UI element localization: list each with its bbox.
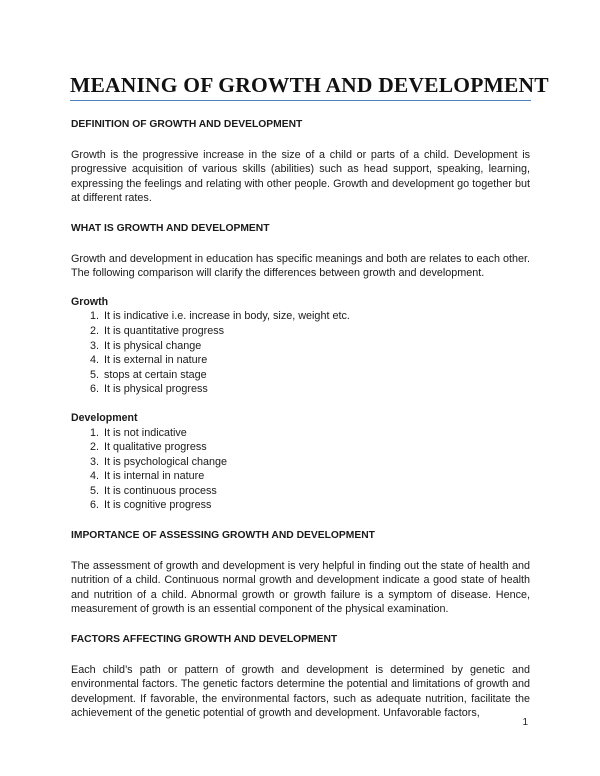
list-number: 5. (90, 484, 100, 497)
list-item (71, 309, 530, 324)
growth-label: Growth (71, 295, 109, 308)
list-item (71, 368, 530, 383)
list-number: 2. (90, 441, 100, 454)
list-item (71, 339, 530, 354)
list-number: 4. (90, 470, 100, 483)
list-text: It is quantitative progress (104, 324, 225, 337)
list-text: It is cognitive progress (104, 499, 212, 512)
list-number: 6. (90, 499, 100, 512)
list-text: It is indicative i.e. increase in body, size, weight etc. (104, 310, 350, 323)
list-text: It is internal in nature (104, 470, 205, 483)
list-item (71, 426, 530, 441)
list-text: It is not indicative (104, 426, 187, 439)
list-number: 1. (90, 426, 100, 439)
paragraph-importance: The assessment of growth and development is very helpful in finding out the state of health and nutrition of a child. Continuous normal growth and development indicate a good state of health and nutrition of a child. Abnormal growth or growth failure is a symptom of disease. Hence, measurement of growth is an essential component of the physical examination. (71, 559, 530, 616)
list-item (71, 324, 530, 339)
development-label: Development (71, 411, 138, 424)
list-item (71, 353, 530, 368)
section-heading-importance: IMPORTANCE OF ASSESSING GROWTH AND DEVELOPMENT (71, 530, 375, 542)
list-item (71, 455, 530, 470)
list-item (71, 498, 530, 513)
paragraph-what-is: Growth and development in education has specific meanings and both are relates to each other. The following comparison will clarify the differences between growth and development. (71, 252, 530, 280)
list-number: 1. (90, 310, 100, 323)
list-number: 2. (90, 324, 100, 337)
list-text: stops at certain stage (104, 368, 207, 381)
section-heading-definition: DEFINITION OF GROWTH AND DEVELOPMENT (71, 119, 303, 130)
list-item (71, 440, 530, 455)
list-item (71, 382, 530, 397)
list-number: 5. (90, 368, 100, 381)
page-title: MEANING OF GROWTH AND DEVELOPMENT (70, 73, 549, 97)
document-body (71, 118, 530, 721)
section-heading-factors: FACTORS AFFECTING GROWTH AND DEVELOPMENT (71, 634, 338, 646)
paragraph-factors: Each child’s path or pattern of growth and development is determined by genetic and environmental factors. The genetic factors determine the potential and limitations of growth and development. If favorable, the environmental factors, such as adequate nutrition, facilitate the achievement of the genetic potential of growth and development. Unfavorable factors, (71, 663, 530, 720)
page-number: 1 (522, 717, 528, 728)
section-heading-what-is: WHAT IS GROWTH AND DEVELOPMENT (71, 222, 270, 234)
title-underline (70, 100, 531, 101)
list-number: 3. (90, 455, 100, 468)
list-text: It qualitative progress (104, 441, 207, 454)
list-item (71, 469, 530, 484)
list-text: It is psychological change (104, 455, 228, 468)
list-number: 3. (90, 339, 100, 352)
list-text: It is physical change (104, 339, 202, 352)
development-list (71, 426, 530, 514)
list-number: 4. (90, 354, 100, 367)
list-item (71, 484, 530, 499)
list-text: It is external in nature (104, 354, 208, 367)
growth-list (71, 309, 530, 397)
list-text: It is physical progress (104, 383, 208, 396)
paragraph-definition: Growth is the progressive increase in the size of a child or parts of a child. Development is progressive acquisition of various skills (abilities) such as head support, speaking, learning, expressing the feelings and relating with other people. Growth and development go together but at different rates. (71, 148, 530, 205)
list-number: 6. (90, 383, 100, 396)
list-text: It is continuous process (104, 484, 217, 497)
